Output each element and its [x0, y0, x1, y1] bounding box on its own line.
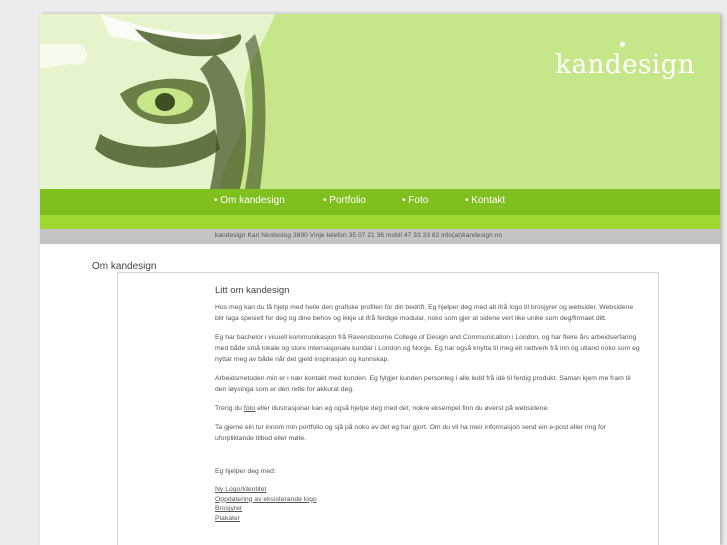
brand-logo[interactable]: kandesign	[555, 50, 695, 80]
nav-stripe	[40, 215, 720, 229]
paragraph-method: Arbeidsmetoden min er i nær kontakt med kunden. Eg fylgjer kunden personleg i alle ledd frå idé til ferdig produkt. Saman kjem me fram til den løysinga som er den rette for akkurat deg.	[215, 375, 631, 393]
photo-text-after: eller illustrasjonar kan eg også hjelpe deg med det, nokre eksempel finn du øverst på websidene.	[255, 405, 550, 412]
services-section	[215, 466, 640, 523]
service-link-posters[interactable]: Plakater	[215, 514, 240, 522]
service-link-logo-update[interactable]: Oppdatering av eksisterande logo	[215, 495, 317, 503]
page-container	[40, 14, 720, 545]
contact-info-bar	[40, 229, 720, 244]
nav-item-foto[interactable]: • Foto	[402, 195, 429, 206]
nav-item-om-kandesign[interactable]: • Om kandesign	[214, 195, 285, 206]
eye-illustration	[40, 14, 720, 189]
services-label: Eg hjelper deg med:	[215, 468, 276, 475]
paragraph-photo	[215, 403, 640, 414]
foto-link[interactable]: foto	[243, 405, 256, 412]
paragraph-contact: Ta gjerne ein tur innom min portfolio og sjå på noko av det eg har gjort. Om du vil ha meir informasjon send ein e-post eller ring for uforpliktande tilbod eller møte.	[215, 424, 607, 442]
photo-text-before: Treng du	[215, 405, 244, 412]
contact-info-text: kandesign Kari Nesteslog 3890 Vinje telefon 35 07 21 36 mobil 47 33 33 82 info(at)kandesign.no	[215, 232, 503, 239]
service-link-brochures[interactable]: Brosjyrer	[215, 505, 243, 512]
content-heading: Litt om kandesign	[215, 285, 290, 296]
paragraph-education: Eg har bachelor i visuell kommunikasjon frå Ravensbourne College of Design and Communication i London, og har fleire års arbeidserfaring med både små lokale og store internasjonale kundar i London og Norge. Eg har også knytta til meg eit nettverk frå inn og utland noko som eg nyttar meg av både når det gjeld inspirasjon og kunnskap.	[215, 334, 640, 363]
nav-item-kontakt[interactable]: • Kontakt	[465, 195, 506, 206]
main-nav	[40, 189, 720, 215]
brand-dot	[620, 42, 625, 47]
header-banner	[40, 14, 720, 189]
service-link-logo[interactable]: Ny Logo/Identitet	[215, 486, 267, 493]
main-content	[215, 285, 640, 523]
section-title: Om kandesign	[92, 261, 157, 272]
nav-item-portfolio[interactable]: • Portfolio	[323, 195, 366, 206]
services-list	[215, 485, 640, 523]
paragraph-intro: Hos meg kan du få hjelp med heile den grafiske profilen for din bedrift. Eg hjelper deg med alt ifrå logo til brosjyrer og websider. Websidene blir laga spesielt for deg og dine behov og ikkje ut ifrå ferdige modular, noko som gjer at sidene vert like unike som deg/firmaet ditt.	[215, 304, 634, 322]
